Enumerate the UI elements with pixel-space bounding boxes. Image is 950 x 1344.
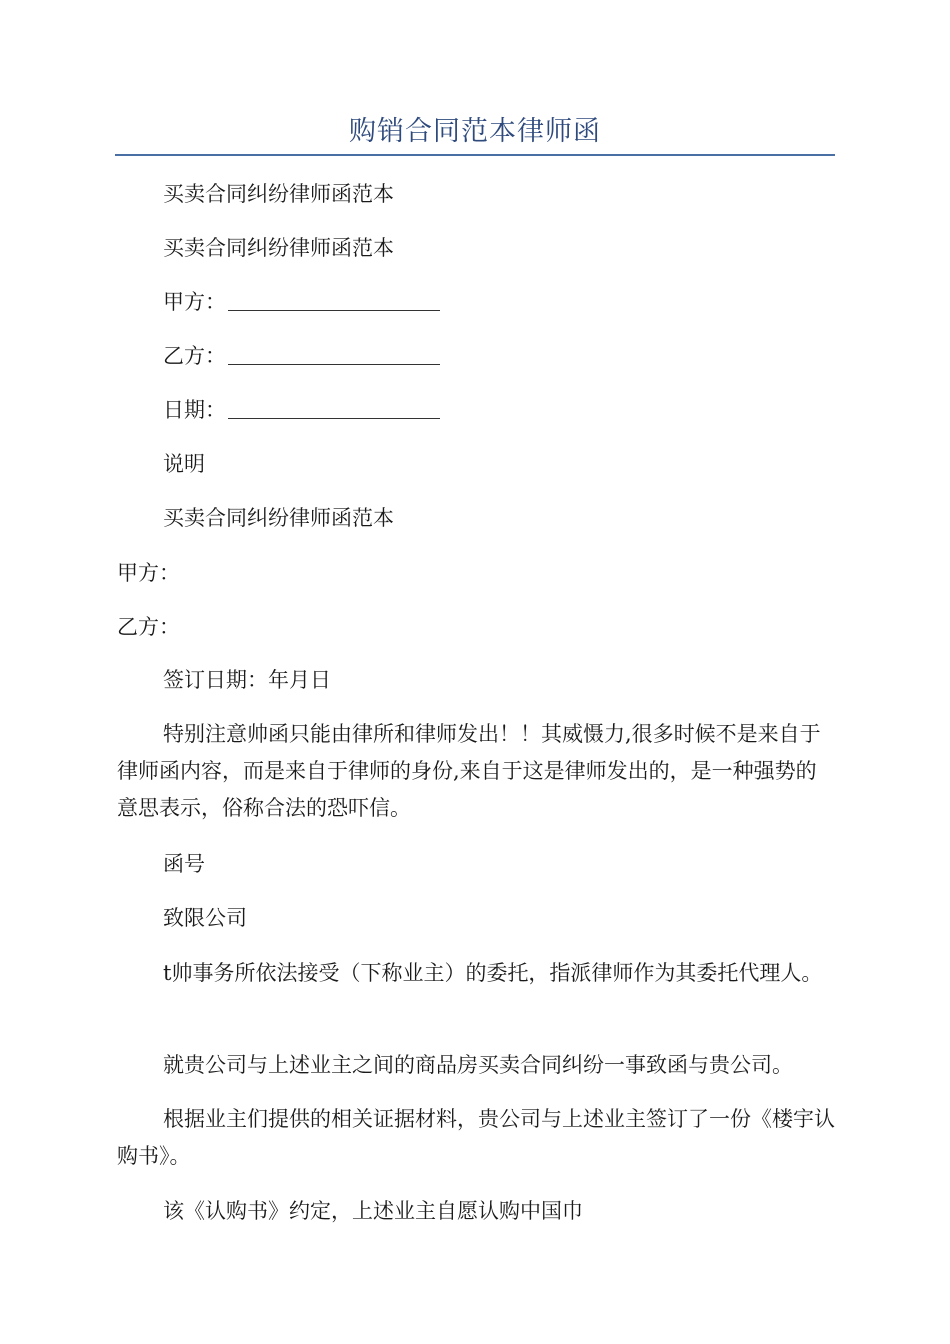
note-heading: 说明 <box>163 452 205 476</box>
party-b-field <box>117 338 835 375</box>
date-label: 日期： <box>163 398 226 422</box>
dispute-paragraph: 就贵公司与上述业主之间的商品房买卖合同纠纷一事致函与贵公司。 <box>163 1053 793 1077</box>
line-heading-2: 买卖合同纠纷律师函范本 <box>163 236 394 260</box>
date-blank <box>228 396 440 419</box>
party-b-blank <box>228 342 440 365</box>
entrust-paragraph: t帅事务所依法接受（下称业主）的委托，指派律师作为其委托代理人。 <box>163 961 823 985</box>
agreement-paragraph: 该《认购书》约定，上述业主自愿认购中国巾 <box>163 1199 583 1223</box>
document-title: 购销合同范本律师函 <box>349 116 601 147</box>
party-a-blank <box>228 288 440 311</box>
party-a-field <box>117 284 835 321</box>
warning-paragraph: 特别注意帅函只能由律所和律师发出！！其威慑力,很多时候不是来自于律师函内容，而是来自于律师的身份,来自于这是律师发出的，是一种强势的意思表示，俗称合法的恐吓信。 <box>117 722 821 820</box>
evidence-paragraph: 根据业主们提供的相关证据材料，贵公司与上述业主签订了一份《楼宇认购书》。 <box>117 1107 835 1168</box>
line-heading-3: 买卖合同纠纷律师函范本 <box>163 506 394 530</box>
date-field <box>117 392 835 429</box>
party-a-line: 甲方： <box>117 561 180 585</box>
sign-date-line: 签订日期：年月日 <box>163 668 331 692</box>
recipient-line: 致限公司 <box>163 906 247 930</box>
line-heading-1: 买卖合同纠纷律师函范本 <box>163 182 394 206</box>
title-underline <box>115 154 835 156</box>
party-a-label: 甲方： <box>163 290 226 314</box>
letter-number: 函号 <box>163 852 205 876</box>
party-b-label: 乙方： <box>163 344 226 368</box>
party-b-line: 乙方： <box>117 615 180 639</box>
